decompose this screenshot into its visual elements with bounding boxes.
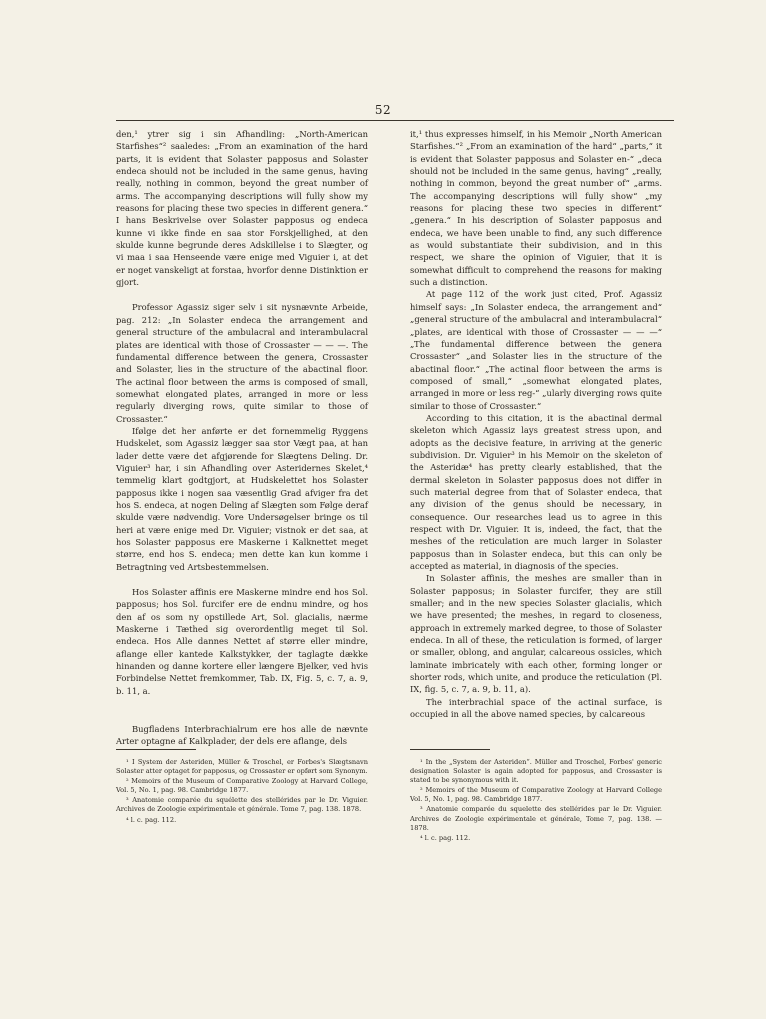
left-footnote-3: ³ Anatomie comparée du squélette des stellérides par le Dr. Viguier. Archives de Zoologie expérimentale et générale. Tome 7, pag. 138. 1878.	[116, 796, 368, 814]
left-footnotes	[116, 758, 368, 826]
right-paragraph-4: In Solaster affinis, the meshes are smaller than in Solaster papposus; in Solaster furcifer, they are still smaller; and in the new species Solaster glacialis, which we have presented; the meshes, in regard to closeness, approach in extremely marked degree, to those of Solaster endeca. In all of these, the reticulation is formed, of larger or smaller, oblong, and angular, calcareous ossicles, which laminate imbricately with each other, forming longer or shorter rods, which unite, and produce the reticulation (Pl. IX, fig. 5, c. 7, a. 9, b. 11, a).	[410, 573, 662, 695]
right-paragraph-1: it,¹ thus expresses himself, in his Memoir „North American Starfishes.“² „From an examination of the hard“ „parts,“ it is evident that Solaster papposus and Solaster en-“ „deca should not be included in the same genus, having“ „really, nothing in common, beyond the great number of“ „arms. The accompanying descriptions will fully show“ „my reasons for placing these two species in different“ „genera.“ In his description of Solaster papposus and endeca, we have been unable to find, any such difference as would substantiate their subdivision, and in this respect, we share the opinion of Viguier, that it is somewhat difficult to comprehend the reasons for making such a distinction.	[410, 129, 662, 288]
right-column	[410, 128, 662, 721]
left-footnote-4: ⁴ l. c. pag. 112.	[126, 815, 177, 824]
right-paragraph-2: At page 112 of the work just cited, Prof. Agassiz himself says: „In Solaster endeca, the arrangement and“ „general structure of the ambulacral and interambulacral“ „plates, are identical with those of Crossaster — — —“ „The fundamental difference between the genera Crossaster“ „and Solaster lies in the structure of the abactinal floor.“ „The actinal floor between the arms is composed of small,“ „somewhat elongated plates, arranged in more or less reg-“ „ularly diverging rows quite similar to those of Crossaster.“	[410, 289, 662, 411]
left-paragraph-2: Professor Agassiz siger selv i sit nysnævnte Arbeide, pag. 212: „In Solaster endeca the arrangement and general structure of the ambulacral and interambulacral plates are identical with those of Crossaster — — —. The fundamental difference between the genera, Crossaster and Solaster, lies in the structure of the abactinal floor. The actinal floor between the arms is composed of small, somewhat elongated plates, arranged in more or less regularly diverging rows, quite similar to those of Crossaster.“	[116, 302, 368, 424]
left-paragraph-5: Bugfladens Interbrachialrum ere hos alle de nævnte Arter optagne af Kalkplader, der dels ere aflange, dels	[116, 724, 368, 747]
page-number: 52	[374, 103, 392, 117]
right-footnotes	[410, 758, 662, 844]
left-paragraph-4: Hos Solaster affinis ere Maskerne mindre end hos Sol. papposus; hos Sol. furcifer ere de endnu mindre, og hos den af os som ny opstillede Art, Sol. glacialis, nærme Maskerne i Tæthed sig overordentlig meget til Sol. endeca. Hos Alle dannes Nettet af større eller mindre, aflange eller kantede Kalkstykker, der taglagte dække hinanden og danne kortere eller længere Bjelker, ved hvis Forbindelse Nettet fremkommer, Tab. IX, Fig. 5, c. 7, a. 9, b. 11, a.	[116, 587, 368, 696]
right-footnote-3: ³ Anatomie comparée du squelette des stellérides par le Dr. Viguier. Archives de Zoologie expérimentale et générale, Tome 7, pag. 138. — 1878.	[410, 805, 662, 832]
left-footnote-1: ¹ I System der Asteriden, Müller & Troschel, er Forbes's Slægtsnavn Solaster atter optaget for papposus, og Crossaster er opført som Synonym.	[116, 758, 368, 776]
right-footnote-rule	[410, 749, 490, 750]
right-footnote-1: ¹ In the „System der Asteriden“. Müller and Troschel, Forbes' generic designation Solaster is again adopted for papposus, and Crossaster is stated to be synonymous with it.	[410, 758, 662, 785]
header-rule	[116, 120, 674, 121]
left-paragraph-3: Ifølge det her anførte er det fornemmelig Ryggens Hudskelet, som Agassiz lægger saa stor Vægt paa, at han lader dette være det afgjørende for Slægtens Deling. Dr. Viguier³ har, i sin Afhandling over Asteridernes Skelet,⁴ temmelig klart godtgjort, at Hudskelettet hos Solaster papposus ikke i nogen saa væsentlig Grad afviger fra det hos S. endeca, at nogen Deling af Slægten som Følge deraf skulde være nødvendig. Vore Undersøgelser bringe os til heri at være enige med Dr. Viguier; vistnok er det saa, at hos Solaster papposus ere Maskerne i Kalknettet meget større, end hos S. endeca; men dette kan kun komme i Betragtning ved Artsbestemmelsen.	[116, 425, 368, 572]
left-paragraph-1: den,¹ ytrer sig i sin Afhandling: „North-American Starfishes“² saaledes: „From an examination of the hard parts, it is evident that Solaster papposus and Solaster endeca should not be included in the same genus, having really, nothing in common, beyond the great number of arms. The accompanying descriptions will fully show my reasons for placing these two species in different genera.“ I hans Beskrivelse over Solaster papposus og endeca kunne vi ikke finde en saa stor Forskjellighed, at den skulde kunne begrunde deres Adskillelse i to Slægter, og vi maa i saa Henseende være enige med Viguier i, at det er noget vanskeligt at forstaa, hvorfor denne Distinktion er gjort.	[116, 129, 368, 288]
right-paragraph-3: According to this citation, it is the abactinal dermal skeleton which Agassiz lays greatest stress upon, and adopts as the decisive feature, in arriving at the generic subdivision. Dr. Viguier³ in his Memoir on the skeleton of the Asteridæ⁴ has pretty clearly established, that the dermal skeleton in Solaster papposus does not differ in such material degree from that of Solaster endeca, that any division of the genus should be necessary, in consequence. Our researches lead us to agree in this respect with Dr. Viguier. It is, indeed, the fact, that the meshes of the reticulation are much larger in Solaster papposus than in Solaster endeca, but this can only be accepted as material, in diagnosis of the species.	[410, 412, 662, 572]
right-footnote-4: ⁴ l. c. pag. 112.	[420, 833, 471, 842]
left-footnote-rule	[116, 749, 196, 750]
left-footnote-2: ² Memoirs of the Museum of Comparative Zoology at Harvard College, Vol. 5, No. 1, pag. 98. Cambridge 1877.	[116, 777, 368, 795]
left-column	[116, 128, 368, 748]
right-paragraph-5: The interbrachial space of the actinal surface, is occupied in all the above named species, by calcareous	[410, 696, 662, 720]
right-footnote-2: ² Memoirs of the Museum of Comparative Zoology at Harvard College Vol. 5, No. 1, pag. 98. Cambridge 1877.	[410, 786, 662, 804]
